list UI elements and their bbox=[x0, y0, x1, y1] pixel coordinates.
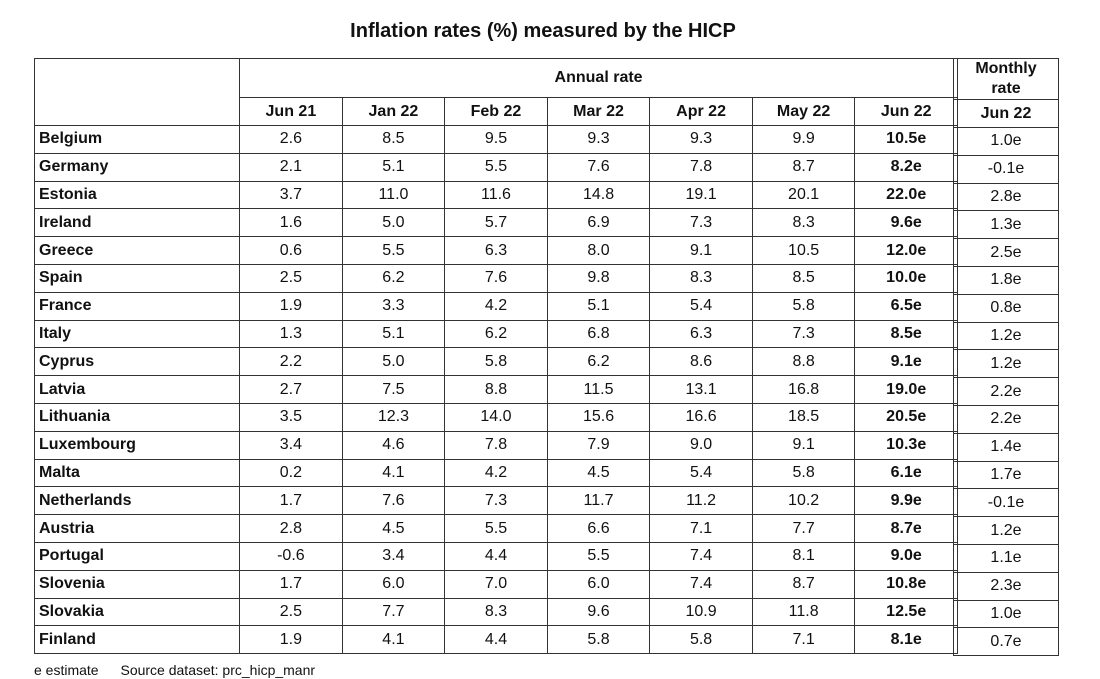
rate-cell: 4.2 bbox=[445, 459, 548, 487]
footer bbox=[34, 662, 315, 678]
rate-cell: 7.7 bbox=[752, 515, 855, 543]
rate-cell: 7.6 bbox=[445, 264, 548, 292]
country-name: Finland bbox=[35, 626, 240, 654]
rate-cell: 9.0 bbox=[650, 431, 753, 459]
rate-cell: 9.1 bbox=[650, 237, 753, 265]
country-name: Lithuania bbox=[35, 403, 240, 431]
rate-cell: 9.1e bbox=[855, 348, 958, 376]
rate-cell: 9.5 bbox=[445, 126, 548, 154]
rate-cell: 4.1 bbox=[342, 626, 445, 654]
column-header: Mar 22 bbox=[547, 98, 650, 126]
rate-cell: 6.2 bbox=[342, 264, 445, 292]
rate-cell: 1.7 bbox=[240, 570, 343, 598]
rate-cell: 19.1 bbox=[650, 181, 753, 209]
monthly-label-line1: Monthly bbox=[975, 60, 1037, 77]
rate-cell: 5.8 bbox=[445, 348, 548, 376]
rate-cell: 8.1e bbox=[855, 626, 958, 654]
monthly-rate-cell: 1.0e bbox=[954, 600, 1059, 628]
column-header: May 22 bbox=[752, 98, 855, 126]
rate-cell: 9.6 bbox=[547, 598, 650, 626]
rate-cell: 6.3 bbox=[445, 237, 548, 265]
table-row bbox=[35, 431, 958, 459]
table-row bbox=[35, 626, 958, 654]
monthly-rate-cell: 1.2e bbox=[954, 517, 1059, 545]
table-row bbox=[35, 376, 958, 404]
rate-cell: 2.6 bbox=[240, 126, 343, 154]
rate-cell: 8.2e bbox=[855, 153, 958, 181]
rate-cell: 5.5 bbox=[547, 542, 650, 570]
monthly-label-line2: rate bbox=[991, 80, 1021, 97]
table-row bbox=[954, 183, 1059, 211]
table-row bbox=[954, 572, 1059, 600]
rate-cell: 2.5 bbox=[240, 598, 343, 626]
monthly-rate-cell: 2.2e bbox=[954, 378, 1059, 406]
rate-cell: 3.7 bbox=[240, 181, 343, 209]
rate-cell: 10.9 bbox=[650, 598, 753, 626]
rate-cell: 7.8 bbox=[650, 153, 753, 181]
table-row bbox=[35, 264, 958, 292]
rate-cell: 16.6 bbox=[650, 403, 753, 431]
monthly-rate-cell: -0.1e bbox=[954, 489, 1059, 517]
country-name: Austria bbox=[35, 515, 240, 543]
monthly-rate-cell: 1.7e bbox=[954, 461, 1059, 489]
country-name: Netherlands bbox=[35, 487, 240, 515]
column-header: Jun 22 bbox=[855, 98, 958, 126]
rate-cell: 20.1 bbox=[752, 181, 855, 209]
monthly-rate-cell: 1.3e bbox=[954, 211, 1059, 239]
rate-cell: 8.7 bbox=[752, 570, 855, 598]
column-header: Feb 22 bbox=[445, 98, 548, 126]
rate-cell: 9.9 bbox=[752, 126, 855, 154]
rate-cell: 6.2 bbox=[445, 320, 548, 348]
rate-cell: -0.6 bbox=[240, 542, 343, 570]
rate-cell: 3.5 bbox=[240, 403, 343, 431]
rate-cell: 5.1 bbox=[547, 292, 650, 320]
table-row bbox=[35, 181, 958, 209]
rate-cell: 8.5 bbox=[342, 126, 445, 154]
rate-cell: 7.1 bbox=[650, 515, 753, 543]
country-name: France bbox=[35, 292, 240, 320]
table-row bbox=[954, 600, 1059, 628]
rate-cell: 11.6 bbox=[445, 181, 548, 209]
annual-rate-table bbox=[34, 58, 958, 654]
table-row bbox=[35, 126, 958, 154]
rate-cell: 7.3 bbox=[752, 320, 855, 348]
country-name: Ireland bbox=[35, 209, 240, 237]
table-row bbox=[954, 405, 1059, 433]
rate-cell: 5.8 bbox=[547, 626, 650, 654]
monthly-rate-cell: 2.5e bbox=[954, 239, 1059, 267]
rate-cell: 22.0e bbox=[855, 181, 958, 209]
rate-cell: 5.5 bbox=[445, 515, 548, 543]
rate-cell: 8.7 bbox=[752, 153, 855, 181]
table-row bbox=[954, 211, 1059, 239]
monthly-rate-cell: 0.8e bbox=[954, 294, 1059, 322]
rate-cell: 14.8 bbox=[547, 181, 650, 209]
table-row bbox=[35, 570, 958, 598]
rate-cell: 18.5 bbox=[752, 403, 855, 431]
table-row bbox=[35, 515, 958, 543]
column-header: Apr 22 bbox=[650, 98, 753, 126]
rate-cell: 11.5 bbox=[547, 376, 650, 404]
column-header: Jun 21 bbox=[240, 98, 343, 126]
rate-cell: 5.4 bbox=[650, 292, 753, 320]
table-row bbox=[35, 348, 958, 376]
rate-cell: 20.5e bbox=[855, 403, 958, 431]
rate-cell: 4.1 bbox=[342, 459, 445, 487]
rate-cell: 7.3 bbox=[445, 487, 548, 515]
table-row bbox=[954, 517, 1059, 545]
rate-cell: 4.5 bbox=[342, 515, 445, 543]
column-header: Jan 22 bbox=[342, 98, 445, 126]
table-row bbox=[954, 155, 1059, 183]
table-row bbox=[35, 320, 958, 348]
country-name: Luxembourg bbox=[35, 431, 240, 459]
monthly-rate-cell: 1.1e bbox=[954, 544, 1059, 572]
rate-cell: 12.3 bbox=[342, 403, 445, 431]
rate-cell: 7.5 bbox=[342, 376, 445, 404]
monthly-rate-cell: 1.4e bbox=[954, 433, 1059, 461]
rate-cell: 6.0 bbox=[547, 570, 650, 598]
annual-rate-header: Annual rate bbox=[240, 59, 958, 98]
rate-cell: 1.3 bbox=[240, 320, 343, 348]
rate-cell: 9.3 bbox=[650, 126, 753, 154]
table-row bbox=[954, 294, 1059, 322]
table-row bbox=[35, 459, 958, 487]
rate-cell: 6.1e bbox=[855, 459, 958, 487]
rate-cell: 2.2 bbox=[240, 348, 343, 376]
monthly-rate-cell: 1.2e bbox=[954, 350, 1059, 378]
country-name: Greece bbox=[35, 237, 240, 265]
rate-cell: 4.4 bbox=[445, 542, 548, 570]
table-row bbox=[954, 266, 1059, 294]
table-row bbox=[35, 598, 958, 626]
page-title: Inflation rates (%) measured by the HICP bbox=[350, 20, 736, 42]
rate-cell: 8.6 bbox=[650, 348, 753, 376]
rate-cell: 8.5 bbox=[752, 264, 855, 292]
corner-cell bbox=[35, 59, 240, 126]
monthly-rate-cell: 1.0e bbox=[954, 128, 1059, 156]
table-row bbox=[35, 209, 958, 237]
rate-cell: 11.0 bbox=[342, 181, 445, 209]
rate-cell: 7.1 bbox=[752, 626, 855, 654]
rate-cell: 5.1 bbox=[342, 153, 445, 181]
rate-cell: 14.0 bbox=[445, 403, 548, 431]
country-name: Slovakia bbox=[35, 598, 240, 626]
table-row bbox=[954, 378, 1059, 406]
rate-cell: 5.8 bbox=[752, 292, 855, 320]
monthly-rate-table bbox=[953, 58, 1059, 656]
country-name: Germany bbox=[35, 153, 240, 181]
rate-cell: 6.0 bbox=[342, 570, 445, 598]
table-row bbox=[954, 350, 1059, 378]
rate-cell: 5.1 bbox=[342, 320, 445, 348]
rate-cell: 12.0e bbox=[855, 237, 958, 265]
monthly-rate-cell: 2.2e bbox=[954, 405, 1059, 433]
table-row bbox=[35, 403, 958, 431]
table-row bbox=[954, 489, 1059, 517]
rate-cell: 4.5 bbox=[547, 459, 650, 487]
rate-cell: 7.4 bbox=[650, 570, 753, 598]
rate-cell: 4.2 bbox=[445, 292, 548, 320]
rate-cell: 3.3 bbox=[342, 292, 445, 320]
rate-cell: 2.7 bbox=[240, 376, 343, 404]
country-name: Slovenia bbox=[35, 570, 240, 598]
rate-cell: 6.9 bbox=[547, 209, 650, 237]
table-row bbox=[35, 292, 958, 320]
table-row bbox=[35, 237, 958, 265]
rate-cell: 7.3 bbox=[650, 209, 753, 237]
rate-cell: 1.6 bbox=[240, 209, 343, 237]
rate-cell: 8.3 bbox=[752, 209, 855, 237]
rate-cell: 8.8 bbox=[445, 376, 548, 404]
rate-cell: 3.4 bbox=[240, 431, 343, 459]
table-row bbox=[954, 128, 1059, 156]
rate-cell: 10.3e bbox=[855, 431, 958, 459]
rate-cell: 5.8 bbox=[752, 459, 855, 487]
rate-cell: 5.0 bbox=[342, 348, 445, 376]
rate-cell: 6.3 bbox=[650, 320, 753, 348]
monthly-rate-cell: -0.1e bbox=[954, 155, 1059, 183]
monthly-rate-cell: 1.2e bbox=[954, 322, 1059, 350]
rate-cell: 8.3 bbox=[445, 598, 548, 626]
rate-cell: 10.0e bbox=[855, 264, 958, 292]
rate-cell: 19.0e bbox=[855, 376, 958, 404]
rate-cell: 7.6 bbox=[342, 487, 445, 515]
rate-cell: 5.4 bbox=[650, 459, 753, 487]
rate-cell: 9.3 bbox=[547, 126, 650, 154]
rate-cell: 12.5e bbox=[855, 598, 958, 626]
rate-cell: 9.1 bbox=[752, 431, 855, 459]
table-row bbox=[954, 628, 1059, 656]
table-row bbox=[35, 542, 958, 570]
rate-cell: 9.9e bbox=[855, 487, 958, 515]
estimate-note: e estimate bbox=[34, 662, 99, 678]
rate-cell: 5.8 bbox=[650, 626, 753, 654]
rate-cell: 8.8 bbox=[752, 348, 855, 376]
rate-cell: 7.7 bbox=[342, 598, 445, 626]
country-name: Malta bbox=[35, 459, 240, 487]
rate-cell: 3.4 bbox=[342, 542, 445, 570]
rate-cell: 7.9 bbox=[547, 431, 650, 459]
country-name: Portugal bbox=[35, 542, 240, 570]
country-name: Spain bbox=[35, 264, 240, 292]
rate-cell: 6.5e bbox=[855, 292, 958, 320]
monthly-rate-cell: 2.8e bbox=[954, 183, 1059, 211]
rate-cell: 16.8 bbox=[752, 376, 855, 404]
country-name: Estonia bbox=[35, 181, 240, 209]
rate-cell: 4.6 bbox=[342, 431, 445, 459]
table-row bbox=[954, 239, 1059, 267]
rate-cell: 2.5 bbox=[240, 264, 343, 292]
rate-cell: 7.4 bbox=[650, 542, 753, 570]
rate-cell: 7.0 bbox=[445, 570, 548, 598]
rate-cell: 6.8 bbox=[547, 320, 650, 348]
rate-cell: 5.5 bbox=[342, 237, 445, 265]
rate-cell: 10.5 bbox=[752, 237, 855, 265]
rate-cell: 1.9 bbox=[240, 292, 343, 320]
rate-cell: 8.1 bbox=[752, 542, 855, 570]
monthly-rate-cell: 2.3e bbox=[954, 572, 1059, 600]
table-row bbox=[35, 487, 958, 515]
rate-cell: 7.8 bbox=[445, 431, 548, 459]
rate-cell: 13.1 bbox=[650, 376, 753, 404]
rate-cell: 6.2 bbox=[547, 348, 650, 376]
rate-cell: 9.8 bbox=[547, 264, 650, 292]
rate-cell: 5.0 bbox=[342, 209, 445, 237]
monthly-column-header: Jun 22 bbox=[954, 100, 1059, 128]
table-row bbox=[954, 461, 1059, 489]
country-name: Italy bbox=[35, 320, 240, 348]
rate-cell: 2.8 bbox=[240, 515, 343, 543]
rate-cell: 10.8e bbox=[855, 570, 958, 598]
rate-cell: 11.8 bbox=[752, 598, 855, 626]
table-row bbox=[35, 153, 958, 181]
rate-cell: 1.9 bbox=[240, 626, 343, 654]
country-name: Belgium bbox=[35, 126, 240, 154]
rate-cell: 8.7e bbox=[855, 515, 958, 543]
rate-cell: 9.6e bbox=[855, 209, 958, 237]
country-name: Cyprus bbox=[35, 348, 240, 376]
rate-cell: 11.2 bbox=[650, 487, 753, 515]
rate-cell: 0.6 bbox=[240, 237, 343, 265]
rate-cell: 4.4 bbox=[445, 626, 548, 654]
rate-cell: 5.5 bbox=[445, 153, 548, 181]
rate-cell: 0.2 bbox=[240, 459, 343, 487]
rate-cell: 2.1 bbox=[240, 153, 343, 181]
table-row bbox=[954, 544, 1059, 572]
rate-cell: 7.6 bbox=[547, 153, 650, 181]
table-row bbox=[954, 433, 1059, 461]
monthly-rate-header bbox=[954, 59, 1059, 100]
monthly-rate-cell: 0.7e bbox=[954, 628, 1059, 656]
rate-cell: 11.7 bbox=[547, 487, 650, 515]
rate-cell: 10.2 bbox=[752, 487, 855, 515]
rate-cell: 8.3 bbox=[650, 264, 753, 292]
country-name: Latvia bbox=[35, 376, 240, 404]
source-note: Source dataset: prc_hicp_manr bbox=[120, 662, 316, 678]
rate-cell: 15.6 bbox=[547, 403, 650, 431]
monthly-rate-cell: 1.8e bbox=[954, 266, 1059, 294]
table-row bbox=[954, 322, 1059, 350]
rate-cell: 9.0e bbox=[855, 542, 958, 570]
rate-cell: 8.5e bbox=[855, 320, 958, 348]
rate-cell: 10.5e bbox=[855, 126, 958, 154]
rate-cell: 8.0 bbox=[547, 237, 650, 265]
rate-cell: 6.6 bbox=[547, 515, 650, 543]
rate-cell: 1.7 bbox=[240, 487, 343, 515]
rate-cell: 5.7 bbox=[445, 209, 548, 237]
